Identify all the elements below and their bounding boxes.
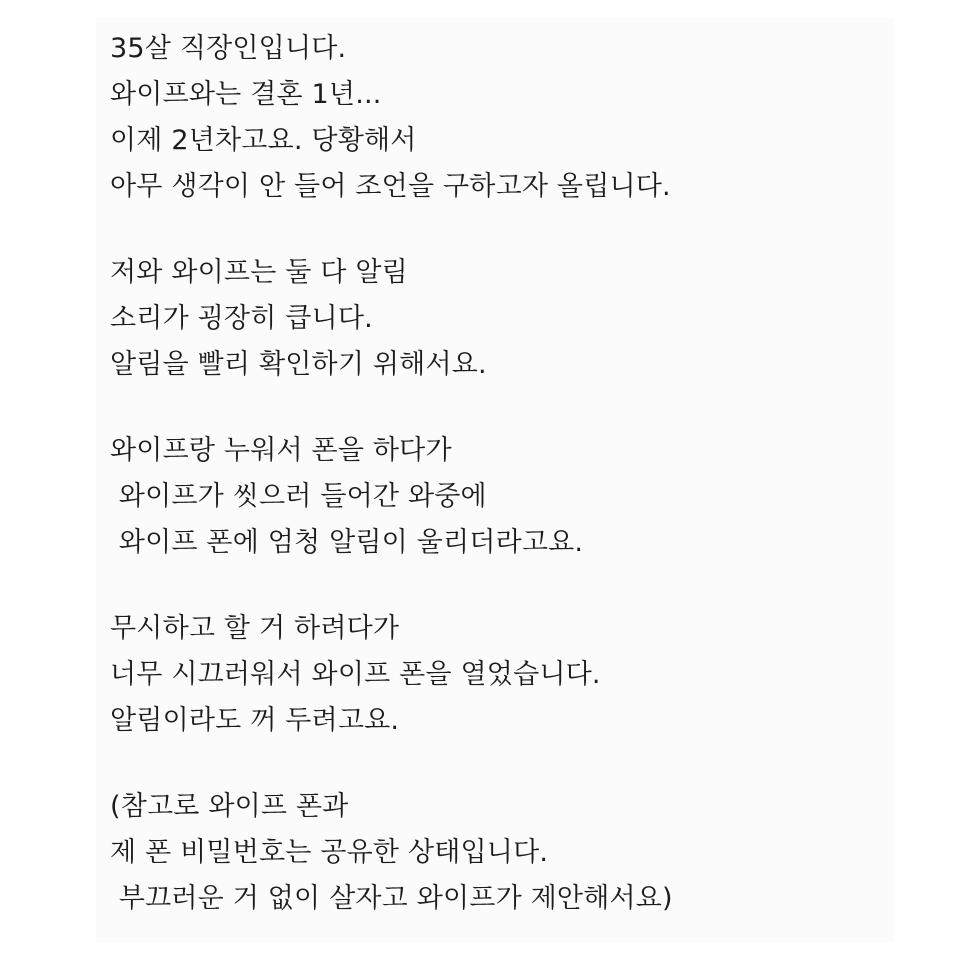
text-line: 와이프 폰에 엄청 알림이 울리더라고요. [110, 527, 584, 558]
paragraph-gap [110, 388, 910, 428]
text-line: 저와 와이프는 둘 다 알림 [110, 257, 408, 288]
text-line: 제 폰 비밀번호는 공유한 상태입니다. [110, 837, 549, 868]
text-line: 아무 생각이 안 들어 조언을 구하고자 올립니다. [110, 171, 671, 202]
text-line: 이제 2년차고요. 당황해서 [110, 125, 417, 156]
text-line: 알림이라도 꺼 두려고요. [110, 705, 400, 736]
text-line: 소리가 굉장히 큽니다. [110, 303, 373, 334]
paragraph-gap [110, 566, 910, 606]
text-line: (참고로 와이프 폰과 [110, 791, 349, 822]
text-line: 와이프랑 누워서 폰을 하다가 [110, 435, 452, 466]
text-line: 와이프와는 결혼 1년... [110, 79, 382, 110]
paragraph-gap [110, 210, 910, 250]
text-line: 무시하고 할 거 하려다가 [110, 613, 400, 644]
text-line: 35살 직장인입니다. [110, 33, 347, 64]
text-line: 너무 시끄러워서 와이프 폰을 열었습니다. [110, 659, 601, 690]
post-body [110, 26, 910, 922]
text-line: 와이프가 씻으러 들어간 와중에 [110, 481, 487, 512]
text-line: 부끄러운 거 없이 살자고 와이프가 제안해서요) [110, 883, 673, 914]
paragraph-gap [110, 744, 910, 784]
text-line: 알림을 빨리 확인하기 위해서요. [110, 349, 487, 380]
